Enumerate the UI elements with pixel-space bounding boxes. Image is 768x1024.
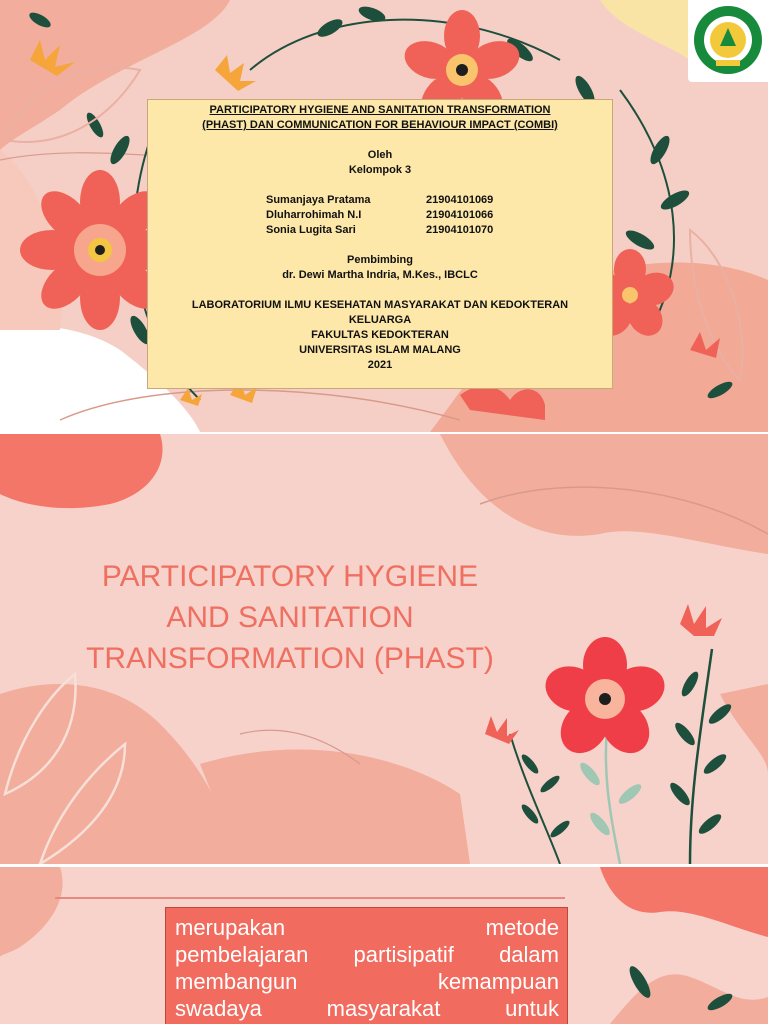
slide-3 [0, 867, 768, 1024]
member-name: Sumanjaya Pratama [266, 194, 371, 206]
member-row [148, 208, 612, 223]
divider-line [55, 897, 565, 899]
definition-line-4: swadaya masyarakat untuk [175, 996, 559, 1021]
faculty-name: FAKULTAS KEDOKTERAN [311, 329, 449, 341]
member-id: 21904101066 [426, 209, 494, 221]
member-list [148, 193, 612, 238]
definition-line-2: pembelajaran partisipatif dalam [175, 942, 559, 967]
year: 2021 [367, 359, 393, 371]
phast-title-line-3: TRANSFORMATION (PHAST) [86, 642, 494, 675]
card-title-line-2: (PHAST) DAN COMMUNICATION FOR BEHAVIOUR IMPACT (COMBI) [202, 119, 558, 131]
lab-line-1: LABORATORIUM ILMU KESEHATAN MASYARAKAT DAN KEDOKTERAN [191, 299, 569, 311]
card-title-line-1: PARTICIPATORY HYGIENE AND SANITATION TRANSFORMATION [209, 104, 551, 116]
member-row [148, 223, 612, 238]
oleh-label: Oleh [367, 149, 393, 161]
definition-line-1: merupakan metode [175, 915, 559, 940]
slide-1 [0, 0, 768, 432]
phast-title-line-2: AND SANITATION [166, 601, 414, 634]
university-logo [688, 0, 768, 82]
member-name: Dluharrohimah N.I [266, 209, 362, 221]
member-id: 21904101070 [426, 224, 494, 236]
phast-title-line-1: PARTICIPATORY HYGIENE [101, 560, 479, 593]
university-seal-icon [688, 0, 768, 82]
group-label: Kelompok 3 [348, 164, 412, 176]
member-row [148, 193, 612, 208]
definition-line-3: membangun kemampuan [175, 969, 559, 994]
supervisor-label: Pembimbing [346, 254, 413, 266]
member-id: 21904101069 [426, 194, 494, 206]
lab-line-2: KELUARGA [348, 314, 412, 326]
phast-title [0, 556, 580, 679]
slide-2 [0, 434, 768, 864]
definition-box [165, 907, 568, 1024]
university-name: UNIVERSITAS ISLAM MALANG [299, 344, 461, 356]
member-name: Sonia Lugita Sari [266, 224, 356, 236]
supervisor-name: dr. Dewi Martha Indria, M.Kes., IBCLC [282, 269, 478, 281]
title-card [147, 99, 613, 389]
